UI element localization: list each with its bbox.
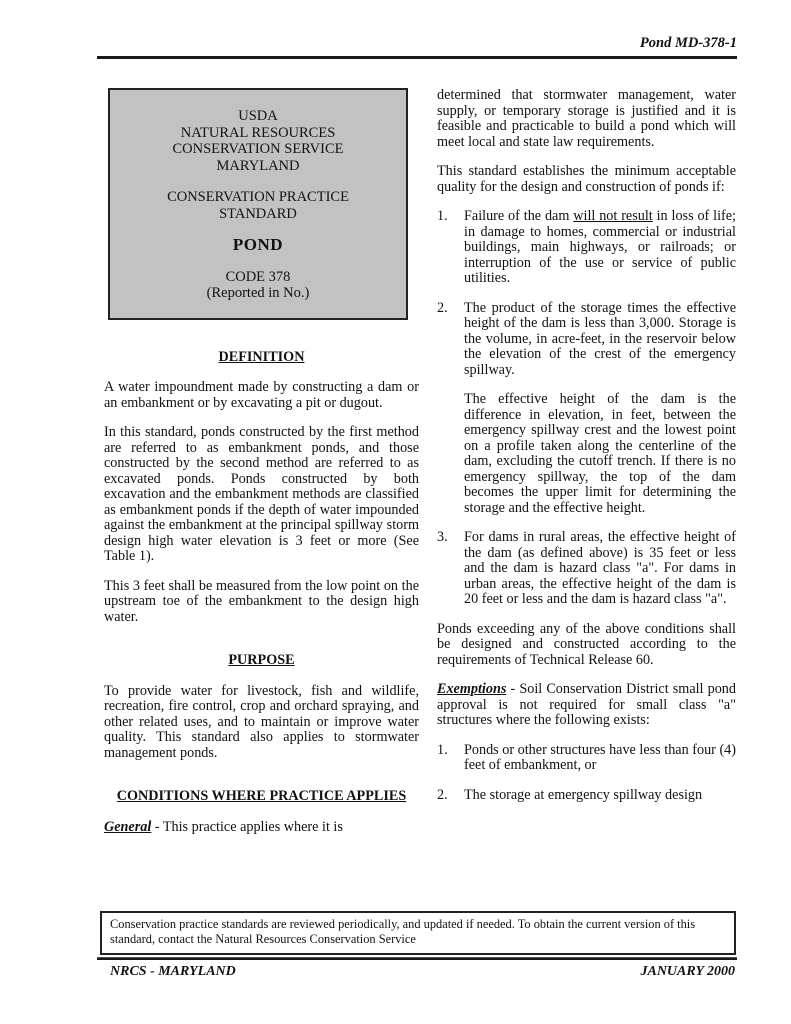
general-paragraph — [104, 820, 419, 836]
left-column — [104, 88, 419, 849]
agency-line: CONSERVATION SERVICE — [172, 141, 344, 157]
definition-paragraph: A water impoundment made by constructing a dam or an embankment or by excavating a pit or dugout. — [104, 379, 419, 411]
reported-in: (Reported in No.) — [206, 285, 310, 301]
item-text: The storage at emergency spillway design — [464, 786, 703, 803]
conditions-heading: CONDITIONS WHERE PRACTICE APPLIES — [116, 788, 407, 804]
condition-item-3 — [437, 530, 736, 608]
exemptions-text: - Soil Conservation District small pond approval is not required for small class "a" structures where the following exists: — [437, 681, 736, 728]
item-text: Ponds or other structures have less than four (4) feet of embankment, or — [464, 741, 736, 773]
exemption-item-2 — [437, 788, 736, 804]
doc-type-line: CONSERVATION PRACTICE — [167, 189, 349, 205]
footer-rule — [97, 957, 737, 960]
purpose-paragraph: To provide water for livestock, fish and wildlife, recreation, fire control, crop and orchard spraying, and other related uses, and to maintain or improve water quality. This standard also applies to stormwater management ponds. — [104, 682, 419, 761]
condition-item-2 — [437, 301, 736, 517]
agency-line: MARYLAND — [216, 157, 300, 174]
item-number: 1. — [437, 208, 448, 224]
footer-note-box: Conservation practice standards are reviewed periodically, and updated if needed. To obtain the current version of this standard, contact the Natural Resources Conservation Service — [100, 911, 736, 955]
agency-line: NATURAL RESOURCES — [180, 124, 336, 141]
condition-item-1 — [437, 209, 736, 287]
item-number: 2. — [437, 299, 448, 316]
header-rule — [97, 56, 737, 59]
definition-paragraph: In this standard, ponds constructed by the first method are referred to as embankment ponds, and those constructed by the second method are referred to as excavated ponds. Ponds constructed by both excavation and the embankment methods are classified as embankment ponds if the depth of water impounded against the embankment at the principal spillway storm design high water elevation is 3 feet or more (See Table 1). — [104, 424, 419, 564]
doc-type-line: STANDARD — [219, 205, 297, 222]
title-box — [108, 88, 408, 320]
spacer — [120, 174, 396, 189]
body-paragraph: Ponds exceeding any of the above conditions shall be designed and constructed according to the requirements of Technical Release 60. — [437, 620, 736, 668]
item-number: 3. — [437, 529, 448, 545]
definition-heading: DEFINITION — [218, 348, 305, 365]
document-ref: Pond MD-378-1 — [639, 35, 737, 51]
general-lead: General — [104, 818, 152, 835]
item-number: 1. — [437, 741, 448, 758]
agency-line: USDA — [238, 108, 278, 124]
exemptions-paragraph — [437, 682, 736, 729]
practice-code: CODE 378 — [225, 268, 291, 285]
general-text: - This practice applies where it is — [151, 818, 343, 835]
right-column — [437, 88, 736, 817]
body-paragraph: This standard establishes the minimum acceptable quality for the design and construction of ponds if: — [437, 163, 736, 195]
definition-paragraph: This 3 feet shall be measured from the low point on the upstream toe of the embankment to the design high water. — [104, 577, 419, 625]
item-text: The product of the storage times the effective height of the dam is less than 3,000. Storage is the volume, in acre-feet, in the reservoir below the elevation of the crest of the emergency spillway. The effective height of the dam is the difference in elevation, in feet, between the emergency spillway crest and the lowest point on a profile taken along the centerline of the dam, excluding the cutoff trench. If there is no emergency spillway, the top of the dam becomes the upper limit for determining the storage and the effective height. — [464, 299, 736, 516]
purpose-heading: PURPOSE — [228, 652, 295, 668]
footer-date: JANUARY 2000 — [640, 964, 735, 979]
spacer — [120, 254, 396, 269]
practice-name: POND — [232, 235, 284, 254]
item-number: 2. — [437, 786, 448, 803]
underlined-phrase: will not result — [573, 208, 653, 224]
exemption-item-1 — [437, 743, 736, 774]
body-paragraph: determined that stormwater management, water supply, or temporary storage is justified and it is feasible and practicable to build a pond which will meet local and state law requirements. — [437, 87, 736, 150]
footer-agency: NRCS - MARYLAND — [110, 964, 236, 979]
item-text: For dams in rural areas, the effective height of the dam (as defined above) is 35 feet or less and the dam is hazard class "a". For dams in urban areas, the effective height of the dam is 20 feet or less and the dam is hazard class "a". — [464, 529, 736, 607]
exemptions-lead: Exemptions — [437, 681, 507, 697]
item-text: Failure of the dam will not result in loss of life; in damage to homes, commercial or industrial buildings, main highways, or railroads; or interruption of the use or service of public utilities. — [464, 208, 737, 286]
item-continuation: The effective height of the dam is the difference in elevation, in feet, between the emergency spillway crest and the lowest point on a profile taken along the centerline of the dam, excluding the cutoff trench. If there is no emergency spillway, the top of the dam becomes the upper limit for determining the storage and the effective height. — [464, 391, 736, 516]
